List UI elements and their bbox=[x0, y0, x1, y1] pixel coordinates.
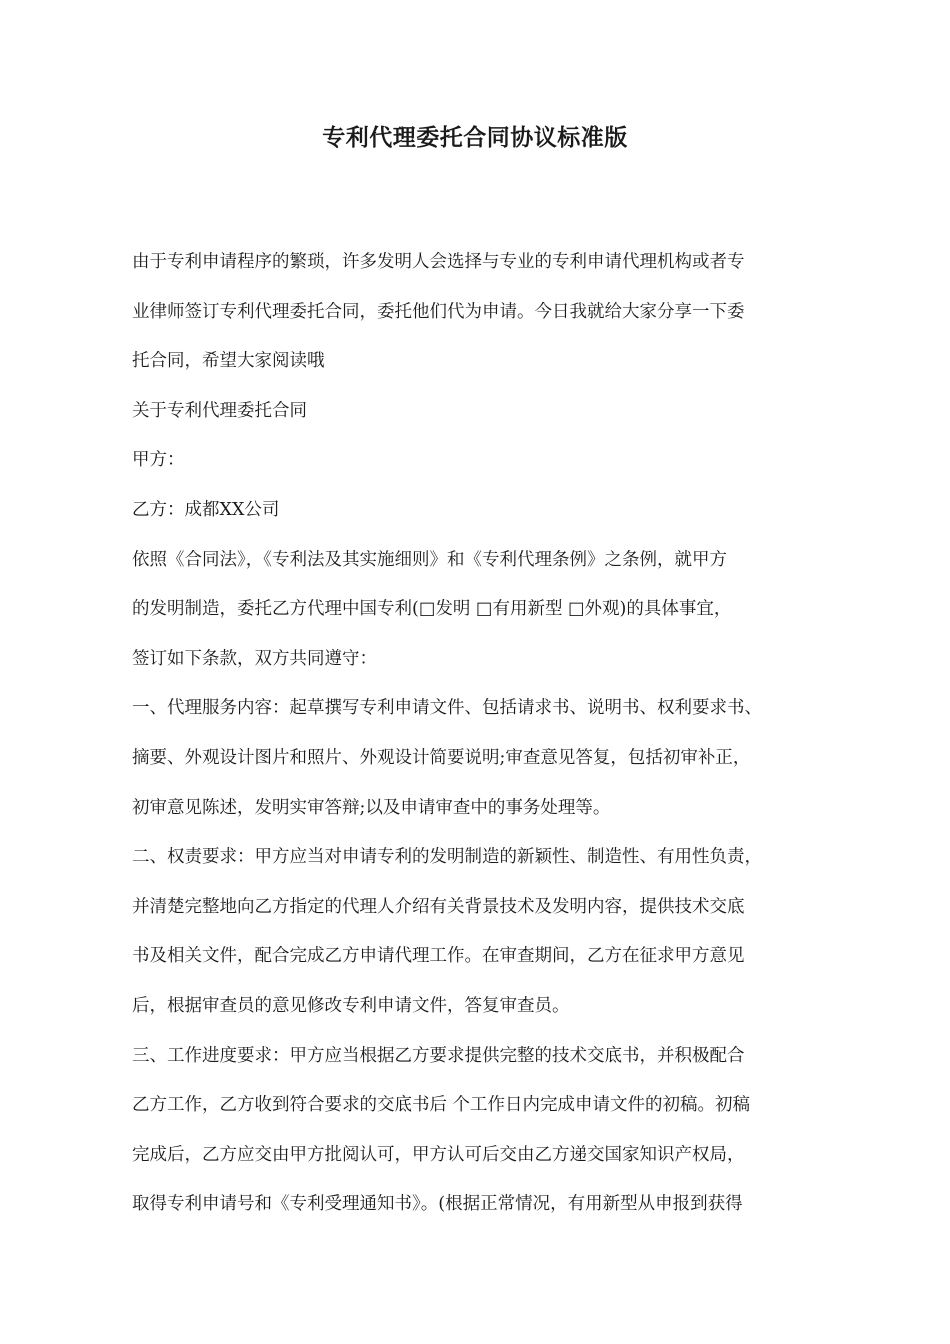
body-line: 签订如下条款，双方共同遵守： bbox=[132, 648, 377, 669]
body-line: 关于专利代理委托合同 bbox=[132, 400, 307, 421]
body-line: 乙方工作，乙方收到符合要求的交底书后 个工作日内完成申请文件的初稿。初稿 bbox=[132, 1095, 751, 1116]
body-line: 依照《合同法》，《专利法及其实施细则》和《专利代理条例》之条例，就甲方 bbox=[132, 549, 727, 570]
body-line: 并清楚完整地向乙方指定的代理人介绍有关背景技术及发明内容，提供技术交底 bbox=[132, 896, 745, 917]
body-line: 的发明制造，委托乙方代理中国专利(□发明 □有用新型 □外观)的具体事宜， bbox=[132, 599, 732, 620]
body-line: 由于专利申请程序的繁琐，许多发明人会选择与专业的专利申请代理机构或者专 bbox=[132, 252, 745, 272]
body-line: 后，根据审查员的意见修改专利申请文件，答复审查员。 bbox=[132, 995, 570, 1016]
body-line: 初审意见陈述，发明实审答辩;以及申请审查中的事务处理等。 bbox=[132, 797, 611, 818]
body-line: 乙方：成都XX公司 bbox=[132, 499, 280, 520]
document-body bbox=[132, 238, 832, 1230]
body-line: 三、工作进度要求：甲方应当根据乙方要求提供完整的技术交底书，并积极配合 bbox=[132, 1045, 745, 1066]
body-line: 二、权责要求：甲方应当对申请专利的发明制造的新颖性、制造性、有用性负责， bbox=[132, 847, 762, 868]
body-line: 摘要、外观设计图片和照片、外观设计简要说明;审查意见答复，包括初审补正， bbox=[132, 747, 751, 768]
body-line: 一、代理服务内容：起草撰写专利申请文件、包括请求书、说明书、权利要求书、 bbox=[132, 698, 762, 719]
body-line: 业律师签订专利代理委托合同，委托他们代为申请。今日我就给大家分享一下委 bbox=[132, 301, 745, 322]
body-line: 书及相关文件，配合完成乙方申请代理工作。在审查期间，乙方在征求甲方意见 bbox=[132, 946, 745, 967]
body-line: 托合同，希望大家阅读哦 bbox=[132, 351, 325, 372]
body-line: 完成后，乙方应交由甲方批阅认可，甲方认可后交由乙方递交国家知识产权局， bbox=[132, 1144, 745, 1165]
body-line: 甲方： bbox=[132, 450, 185, 471]
document-title: 专利代理委托合同协议标准版 bbox=[322, 125, 628, 151]
body-line: 取得专利申请号和《专利受理通知书》。(根据正常情况，有用新型从申报到获得 bbox=[132, 1194, 743, 1215]
